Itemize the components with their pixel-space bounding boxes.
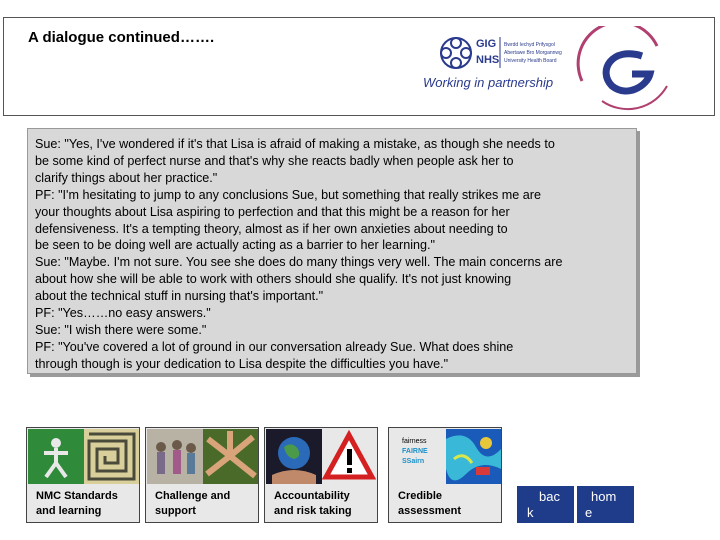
- partnership-text: Working in partnership: [423, 75, 554, 90]
- dialogue-line: Sue: "I wish there were some.": [35, 322, 207, 337]
- board-english: University Health Board: [504, 58, 557, 64]
- dialogue-line: defensiveness. It's a tempting theory, almost as if her own anxieties about needing to: [35, 221, 508, 236]
- fairness-text: fairness FAIRNE SSairn: [402, 438, 428, 465]
- dialogue-line: PF: "You've covered a lot of ground in our conversation already Sue. What does shine: [35, 339, 514, 354]
- earth-hands-image: [266, 429, 322, 484]
- hands-circle-image: [203, 429, 258, 484]
- university-logo: [572, 26, 672, 112]
- dialogue-line: about the technical stuff in nursing that's important.": [35, 289, 324, 304]
- nhs-text: NHS: [476, 54, 500, 66]
- dialogue-line: PF: "I'm hesitating to jump to any conclusions Sue, but something that really strikes me are: [35, 187, 541, 202]
- challenge-support-tile[interactable]: [145, 427, 259, 523]
- dialogue-line: through though is your dedication to Lisa despite the difficulties you have.": [35, 356, 449, 371]
- celtic-knot-icon: [441, 38, 471, 68]
- dialogue-line: be seen to be doing well are actually acting as a barrier to her learning.": [35, 238, 436, 253]
- home-button[interactable]: hom e: [577, 486, 634, 523]
- nhs-logo: [438, 34, 568, 72]
- dialogue-line: be some kind of perfect nurse and that's why she reacts badly when people ask her to: [35, 153, 514, 168]
- dialogue-line: Sue: "Yes, I've wondered if it's that Lisa is afraid of making a mistake, as though she needs to: [35, 137, 555, 151]
- back-button[interactable]: bac k: [517, 486, 574, 523]
- tile-label: NMC Standards and learning: [36, 490, 118, 517]
- tile-label: Accountability and risk taking: [274, 490, 352, 517]
- dialogue-line: Sue: "Maybe. I'm not sure. You see she does do many things very well. The main concerns are: [35, 255, 563, 270]
- dialogue-line: PF: "Yes……no easy answers.": [35, 306, 211, 321]
- nmc-standards-tile[interactable]: [26, 427, 140, 523]
- abstract-art-image: [446, 429, 501, 484]
- dialogue-line: clarify things about her practice.": [35, 170, 218, 185]
- group-photo-image: [147, 429, 203, 484]
- gig-text: GIG: [476, 38, 497, 50]
- tile-label: Credible assessment: [398, 490, 461, 517]
- tile-label: Challenge and support: [155, 490, 231, 517]
- warning-sign-image: [322, 429, 377, 484]
- maze-image: [84, 429, 139, 484]
- accountability-tile[interactable]: [264, 427, 378, 523]
- board-region: Abertawe Bro Morgannwg: [504, 50, 562, 56]
- dialogue-line: your thoughts about Lisa aspiring to perfection and that this might be a reason for her: [35, 204, 510, 219]
- board-welsh: Bwrdd Iechyd Prifysgol: [504, 42, 555, 48]
- yoga-figure-image: [28, 429, 84, 484]
- page-title: A dialogue continued…….: [28, 29, 215, 46]
- dialogue-line: about how she will be able to work with others should she qualify. It's not just knowing: [35, 272, 512, 287]
- dialogue-panel: [27, 128, 637, 374]
- credible-assessment-tile[interactable]: [388, 427, 502, 523]
